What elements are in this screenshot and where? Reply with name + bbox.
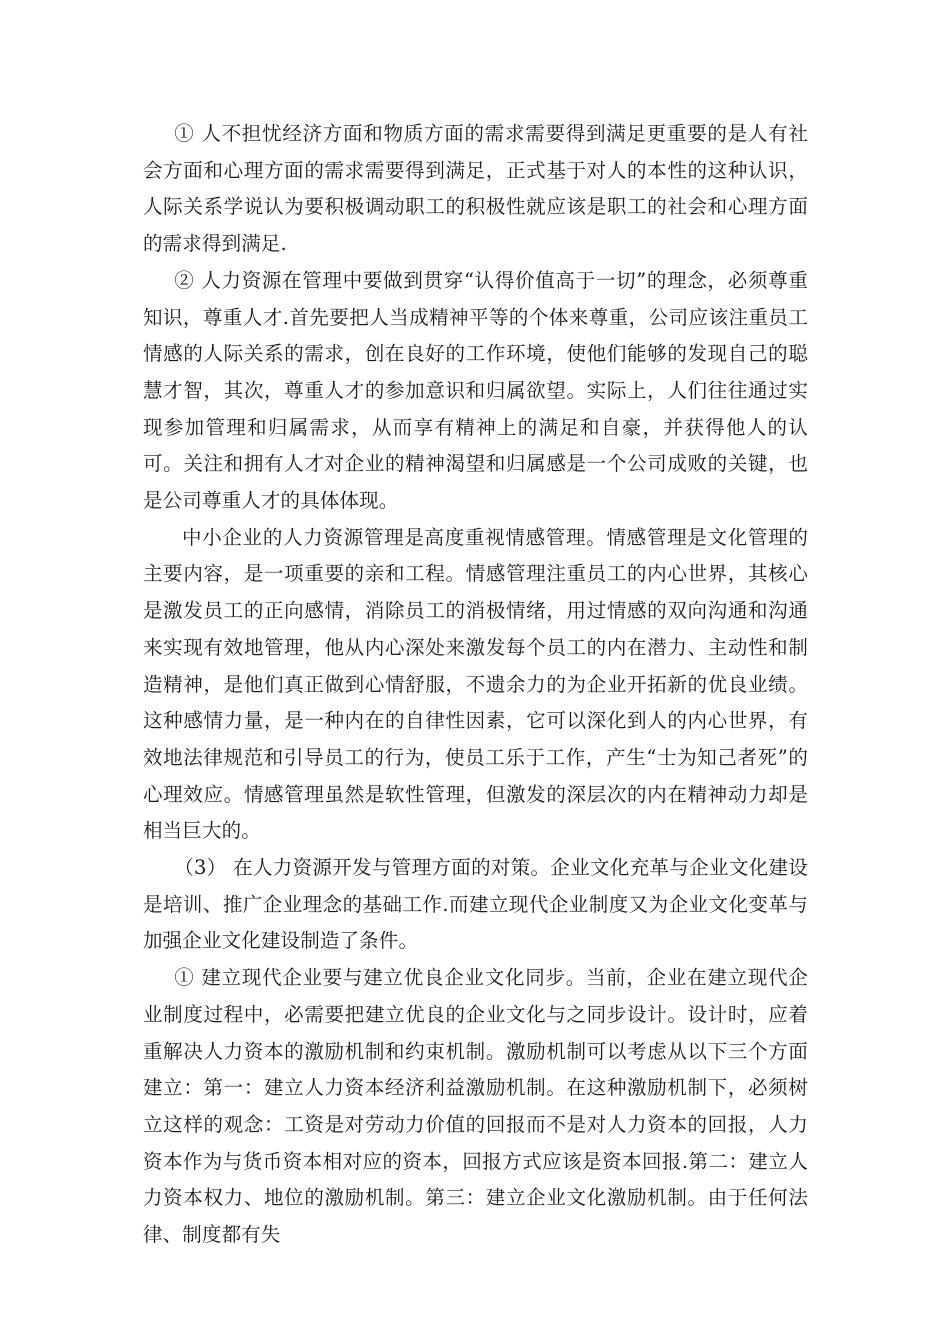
paragraph-hr-countermeasures: （3） 在人力资源开发与管理方面的对策。企业文化充革与企业文化建设是培训、推广企业理念的基础工作.而建立现代企业制度又为企业文化变革与加强企业文化建设制造了条件。 bbox=[143, 856, 808, 953]
paragraph-respect-talent: ② 人力资源在管理中要做到贯穿“认得价值高于一切”的理念，必须尊重知识，尊重人才.首先要把人当成精神平等的个体来尊重，公司应该注重员工情感的人际关系的需求，创在良好的工作环境，使他们能够的发现自己的聪慧才智，其次，尊重人才的参加意识和归属欲望。实际上，人们往往通过实现参加管理和归属需求，从而享有精神上的满足和自豪，并获得他人的认可。关注和拥有人才对企业的精神渴望和归属感是一个公司成败的关键，也是公司尊重人才的具体体现。 bbox=[143, 268, 808, 513]
paragraph-emotional-management: 中小企业的人力资源管理是高度重视情感管理。情感管理是文化管理的主要内容，是一项重要的亲和工程。情感管理注重员工的内心世界，其核心是激发员工的正向感情，消除员工的消极情绪，用过情感的双向沟通和沟通来实现有效地管理，他从内心深处来激发每个员工的内在潜力、主动性和制造精神，是他们真正做到心情舒服，不遗余力的为企业开拓新的优良业绩。这种感情力量，是一种内在的自律性因素，它可以深化到人的内心世界，有效地法律规范和引导员工的行为，使员工乐于工作，产生“士为知己者死”的心理效应。情感管理虽然是软性管理，但激发的深层次的内在精神动力却是相当巨大的。 bbox=[143, 525, 808, 843]
document-body bbox=[143, 116, 808, 1254]
paragraph-needs-satisfaction: ① 人不担忧经济方面和物质方面的需求需要得到满足更重要的是人有社会方面和心理方面的需求需要得到满足，正式基于对人的本性的这种认识，人际关系学说认为要积极调动职工的积极性就应该是职工的社会和心理方面的需求得到满足. bbox=[143, 122, 808, 256]
paragraph-modern-enterprise: ① 建立现代企业要与建立优良企业文化同步。当前，企业在建立现代企业制度过程中，必需要把建立优良的企业文化与之同步设计。设计时，应着重解决人力资本的激励机制和约束机制。激励机制可以考虑从以下三个方面建立：第一：建立人力资本经济利益激励机制。在这种激励机制下，必须树立这样的观念：工资是对劳动力价值的回报而不是对人力资本的回报，人力资本作为与货币资本相对应的资本，回报方式应该是资本回报.第二：建立人力资本权力、地位的激励机制。第三：建立企业文化激励机制。由于任何法律、制度都有失 bbox=[143, 966, 808, 1247]
